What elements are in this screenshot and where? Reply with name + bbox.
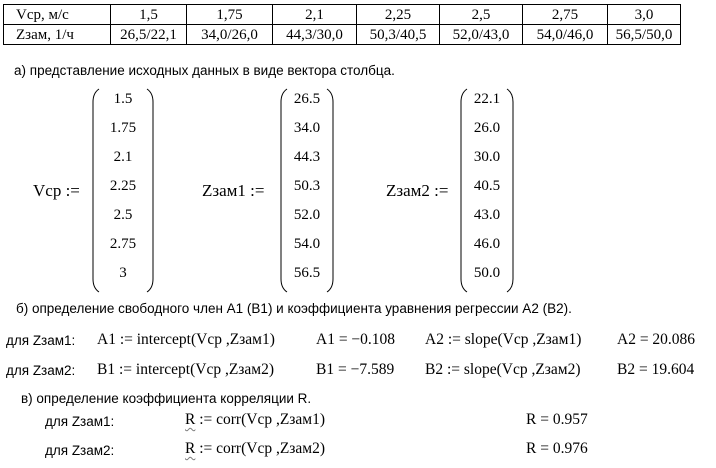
table-cell: 2,5 (440, 5, 523, 25)
table-cell: 2,1 (273, 5, 357, 25)
r-symbol: R (185, 440, 196, 457)
regression-row2-label: для Zзам2: (6, 363, 76, 378)
zzam1-label: Zзам1 := (202, 181, 265, 200)
r2-result: R = 0.976 (526, 440, 588, 457)
vcp-vector (92, 88, 154, 293)
zzam1-vector (280, 88, 334, 293)
table-row (4, 25, 681, 45)
a2-result: A2 = 20.086 (617, 331, 696, 348)
table-cell: 1,5 (111, 5, 187, 25)
regression-row1-label: для Zзам1: (6, 333, 76, 348)
b2-result: B2 = 19.604 (617, 361, 695, 378)
vector-cell: 26.0 (473, 120, 501, 136)
vector-cell: 54.0 (293, 236, 321, 252)
zzam2-label: Zзам2 := (386, 181, 449, 200)
correlation-row2-label: для Zзам2: (45, 443, 115, 458)
correlation-row1-label: для Zзам1: (45, 414, 115, 429)
vector-cell: 50.0 (473, 265, 501, 281)
vector-cell: 52.0 (293, 207, 321, 223)
table-header-vcp: Vcp, м/с (4, 5, 111, 25)
r1-result: R = 0.957 (526, 411, 588, 428)
table-cell: 50,3/40,5 (357, 25, 440, 45)
vector-cell: 46.0 (473, 236, 501, 252)
zzam2-vector (460, 88, 514, 293)
b1-definition: B1 := intercept(Vcp ,Zзам2) (97, 361, 275, 378)
section-c-caption: в) определение коэффициента корреляции R. (21, 391, 312, 406)
vector-cell: 40.5 (473, 178, 501, 194)
vector-cell: 43.0 (473, 207, 501, 223)
b1-result: B1 = −7.589 (316, 361, 395, 378)
table-cell: 52,0/43,0 (440, 25, 523, 45)
vector-cell: 34.0 (293, 120, 321, 136)
vector-cell: 3 (119, 265, 127, 281)
vector-cell: 2.75 (109, 236, 137, 252)
vector-cell: 56.5 (293, 265, 321, 281)
table-cell: 2,25 (357, 5, 440, 25)
vector-cell: 2.25 (109, 178, 137, 194)
source-data-table (3, 4, 681, 45)
vector-cell: 44.3 (293, 149, 321, 165)
vcp-label: Vcp := (33, 181, 80, 200)
b2-definition: B2 := slope(Vcp ,Zзам2) (425, 361, 581, 378)
vector-cell: 30.0 (473, 149, 501, 165)
r1-expression: := corr(Vcp ,Zзам1) (195, 411, 326, 428)
r2-definition (185, 440, 325, 458)
table-cell: 1,75 (187, 5, 273, 25)
a1-definition: A1 := intercept(Vcp ,Zзам1) (97, 331, 275, 348)
table-cell: 34,0/26,0 (187, 25, 273, 45)
vector-cell: 1.5 (113, 91, 133, 107)
vector-cell: 2.1 (113, 149, 133, 165)
table-cell: 26,5/22,1 (111, 25, 187, 45)
vector-cell: 50.3 (293, 178, 321, 194)
table-cell: 44,3/30,0 (273, 25, 357, 45)
a2-definition: A2 := slope(Vcp ,Zзам1) (425, 331, 582, 348)
r1-definition (185, 411, 325, 429)
section-a-caption: а) представление исходных данных в виде вектора столбца. (14, 63, 395, 78)
table-cell: 56,5/50,0 (608, 25, 681, 45)
table-header-zzam: Zзам, 1/ч (4, 25, 111, 45)
vector-cell: 22.1 (473, 91, 501, 107)
a1-result: A1 = −0.108 (316, 331, 396, 348)
table-cell: 3,0 (608, 5, 681, 25)
table-row (4, 5, 681, 25)
r2-expression: := corr(Vcp ,Zзам2) (195, 440, 326, 457)
section-b-caption: б) определение свободного член А1 (В1) и коэффициента уравнения регрессии А2 (В2). (16, 301, 572, 316)
table-cell: 2,75 (523, 5, 608, 25)
table-cell: 54,0/46,0 (523, 25, 608, 45)
vector-cell: 1.75 (109, 120, 137, 136)
r-symbol: R (185, 411, 196, 428)
vector-cell: 26.5 (293, 91, 321, 107)
vector-cell: 2.5 (113, 207, 133, 223)
